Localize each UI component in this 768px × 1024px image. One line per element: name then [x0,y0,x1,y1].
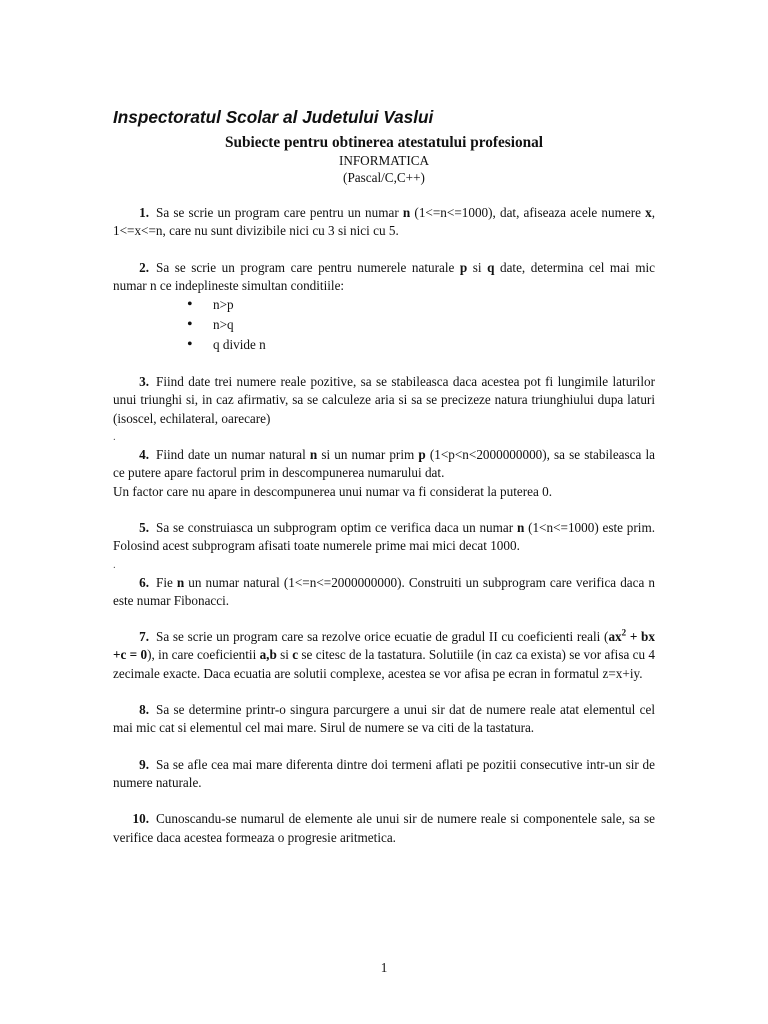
problem-number: 7. [139,629,149,645]
problem-number: 1. [139,205,149,220]
problem-8: 8. Sa se determine printr-o singura parcurgere a unui sir dat de numere reale atat elementul cel mai mic cat si elementul cel mai mare. Sirul de numere se va citi de la tastatura. [113,702,655,736]
problem-number: 8. [139,702,149,718]
problem-5: 5. Sa se construiasca un subprogram optim ce verifica daca un numar n (1<n<=1000) este prim. Folosind acest subprogram afisati toate numerele prime mai mici decat 1000. [113,519,655,554]
problem-1: 1. Sa se scrie un program care pentru un numar n (1<=n<=1000), dat, afiseaza acele numere x, 1<=x<=n, care nu sunt divizibile nici cu 3 si nici cu 5. [113,205,656,239]
conditions-list [113,295,655,355]
problem-number: 2. [139,259,149,275]
problem-4-note: Un factor care nu apare in descompunerea unui numar va fi considerat la puterea 0. [113,483,553,499]
condition-item: • n>p [177,295,655,315]
problem-7: 7. Sa se scrie un program care sa rezolve orice ecuatie de gradul II cu coeficienti reali ($ax^2$ + bx +c = 0), in care coeficientii a,b si c se citesc de la tastatura. Solutiile (in caz ca exista) se vor afisa cu 4 zecimale exacte. Daca ecuatia are solutii complexe, acestea se vor afisa pe ecran in formatul z=x+iy. [113,627,656,681]
inspectorat-heading: Inspectoratul Scolar al Judetului Vaslui [113,107,434,127]
problem-9: 9. Sa se afle cea mai mare diferenta dintre doi termeni aflati pe pozitii consecutive intr-un sir de numere naturale. [113,756,655,790]
problem-number: 3. [139,374,149,390]
problem-number: 10. [132,811,149,827]
problem-number: 6. [139,574,149,590]
condition-item: • n>q [177,315,655,335]
problem-10: 10. Cunoscandu-se numarul de elemente ale unui sir de numere reale si componentele sale, sa se verifice daca acestea formeaza o progresie aritmetica. [113,811,655,845]
problem-number: 5. [139,519,149,535]
problem-3: 3. Fiind date trei numere reale pozitive, sa se stabileasca daca acestea pot fi lungimile laturilor unui triunghi si, in caz afirmativ, sa se calculeze aria si sa se precizeze natura triunghiului dupa laturi (isoscel, echilateral, oarecare) [113,374,655,426]
document-page [113,106,655,847]
condition-item: • q divide n [177,335,655,355]
problem-2: 2. Sa se scrie un program care pentru numerele naturale p si q date, determina cel mai mic numar n ce indeplineste simultan conditiile: [113,259,655,293]
problem-number: 9. [139,756,149,772]
subject-label: INFORMATICA [338,153,430,168]
separator-dot: . [113,431,116,444]
separator-dot: . [113,558,116,571]
problem-6: 6. Fie n un numar natural (1<=n<=2000000000). Construiti un subprogram care verifica daca n este numar Fibonacci. [113,574,655,608]
document-title: Subiecte pentru obtinerea atestatului profesional [224,134,544,151]
languages-label: (Pascal/C,C++) [343,170,425,185]
page-number: 1 [380,960,388,975]
problem-number: 4. [139,447,149,463]
problem-4: 4. Fiind date un numar natural n si un numar prim p (1<p<n<2000000000), sa se stabileasca la ce putere apare factorul prim in descompunerea numarului dat. [113,447,655,481]
